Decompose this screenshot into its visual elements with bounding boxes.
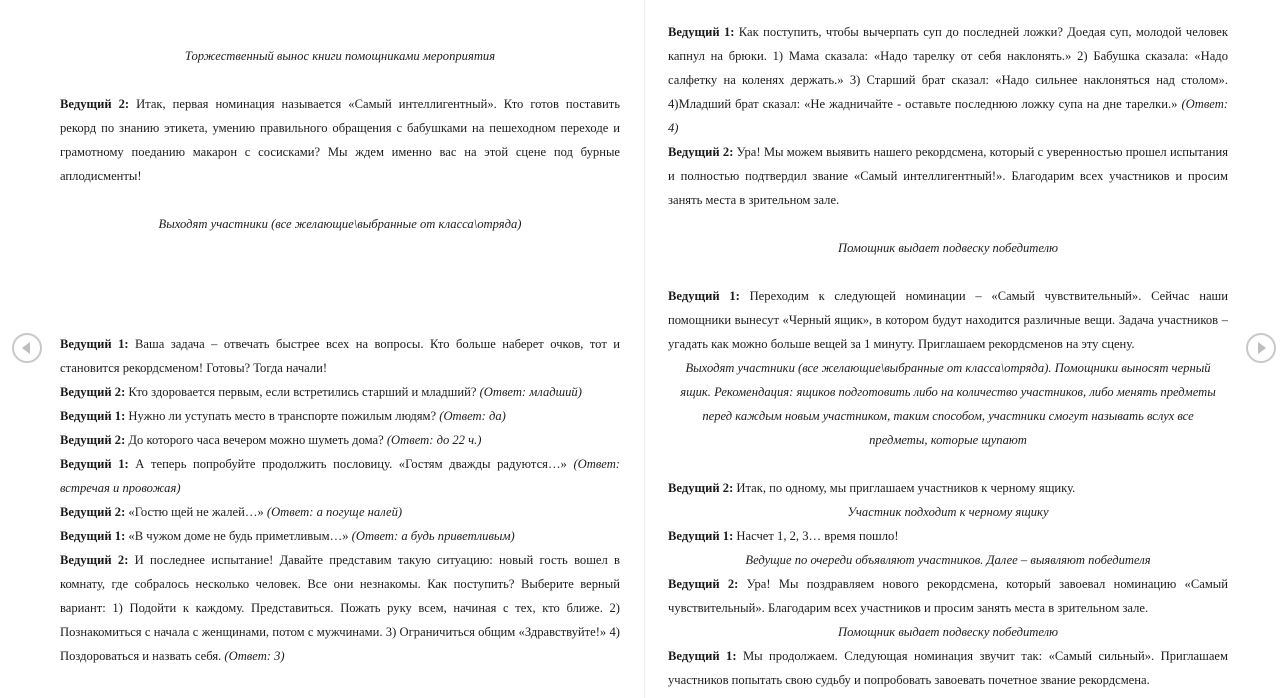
dialogue-text: Нужно ли уступать место в транспорте пожилым людям? bbox=[125, 409, 440, 423]
dialogue-paragraph bbox=[60, 500, 620, 524]
dialogue-text: А теперь попробуйте продолжить пословицу. «Гостям дважды радуются…» bbox=[128, 457, 574, 471]
dialogue-paragraph bbox=[668, 644, 1228, 692]
dialogue-text: Переходим к следующей номинации – «Самый чувствительный». Сейчас наши помощники вынесут «Черный ящик», в котором будут находится различные вещи. Задача участников – угадать как можно больше вещей за 1 минуту. Приглашаем рекордсменов на эту сцену. bbox=[668, 289, 1228, 351]
stage-direction: Помощник выдает подвеску победителю bbox=[837, 241, 1059, 255]
speaker-label: Ведущий 2: bbox=[60, 433, 126, 447]
speaker-label: Ведущий 2: bbox=[60, 505, 126, 519]
stage-direction: Участник подходит к черному ящику bbox=[847, 505, 1049, 519]
speaker-label: Ведущий 2: bbox=[668, 577, 739, 591]
dialogue-text: Итак, первая номинация называется «Самый интеллигентный». Кто готов поставить рекорд по знанию этикета, умению правильного обращения с бабушками на пешеходном переходе и грамотному поеданию макарон с сосисками? Мы ждем именно вас на этой сцене под бурные аплодисменты! bbox=[60, 97, 620, 183]
page-divider bbox=[644, 0, 645, 698]
dialogue-text: Ура! Мы можем выявить нашего рекордсмена, который с уверенностью прошел испытания и полностью подтвердил звание «Самый интеллигентный!». Благодарим всех участников и просим занять места в зрительном зале. bbox=[668, 145, 1228, 207]
speaker-label: Ведущий 1: bbox=[60, 457, 129, 471]
stage-direction: Помощник выдает подвеску победителю bbox=[837, 625, 1059, 639]
speaker-label: Ведущий 1: bbox=[668, 25, 735, 39]
dialogue-paragraph bbox=[668, 140, 1228, 212]
answer-text: (Ответ: младший) bbox=[479, 385, 582, 399]
speaker-label: Ведущий 2: bbox=[60, 97, 130, 111]
answer-text: (Ответ: да) bbox=[439, 409, 506, 423]
dialogue-text: Ура! Мы поздравляем нового рекордсмена, который завоевал номинацию «Самый чувствительный». Благодарим всех участников и просим занять места в зрительном зале. bbox=[668, 577, 1228, 615]
left-page bbox=[60, 0, 620, 698]
dialogue-paragraph bbox=[668, 284, 1228, 356]
dialogue-text: Как поступить, чтобы вычерпать суп до последней ложки? Доедая суп, молодой человек капнул на брюки. 1) Мама сказала: «Надо тарелку от себя наклонять.» 2) Бабушка сказала: «Надо салфетку на коленях держать.» 3) Старший брат сказал: «Надо сильнее наклоняться над столом». 4)Младший брат сказал: «Не жадничайте - оставьте последнюю ложку супа на дне тарелки.» bbox=[668, 25, 1228, 111]
speaker-label: Ведущий 1: bbox=[60, 409, 126, 423]
dialogue-paragraph bbox=[60, 380, 620, 404]
dialogue-text: Ваша задача – отвечать быстрее всех на вопросы. Кто больше наберет очков, тот и становится рекордсменом! Готовы? Тогда начали! bbox=[60, 337, 620, 375]
answer-text: (Ответ: а погуще налей) bbox=[266, 505, 403, 519]
stage-direction: Выходят участники (все желающие\выбранные от класса\отряда). Помощники выносят черный ящик. Рекомендация: ящиков подготовить либо на количество участников, либо менять предметы перед каждым новым участником, таким способом, участники смогут называть вслух все предметы, которые щупают bbox=[680, 361, 1216, 447]
answer-text: (Ответ: 3) bbox=[224, 649, 285, 663]
speaker-label: Ведущий 2: bbox=[668, 481, 734, 495]
stage-direction: Ведущие по очереди объявляют участников. Далее – выявляют победителя bbox=[745, 553, 1151, 567]
dialogue-text: «В чужом доме не будь приметливым…» bbox=[125, 529, 352, 543]
answer-text: (Ответ: а будь приветливым) bbox=[351, 529, 515, 543]
speaker-label: Ведущий 2: bbox=[60, 553, 129, 567]
speaker-label: Ведущий 1: bbox=[668, 289, 740, 303]
dialogue-paragraph bbox=[60, 452, 620, 500]
dialogue-text: Мы продолжаем. Следующая номинация звучит так: «Самый сильный». Приглашаем участников попытать свою судьбу и попробовать завоевать почетное звание рекордсмена. bbox=[668, 649, 1228, 687]
dialogue-paragraph bbox=[668, 524, 1228, 548]
dialogue-text: И последнее испытание! Давайте представим такую ситуацию: новый гость вошел в комнату, где собралось несколько человек. Все они незнакомы. Как поступить? Выберите верный вариант: 1) Подойти к каждому. Представиться. Пожать руку всем, начиная с тех, кто ближе. 2) Познакомиться с начала с женщинами, потом с мужчинами. 3) Ограничиться общим «Здравствуйте!» 4) Поздороваться и назвать себя. bbox=[60, 553, 620, 663]
dialogue-paragraph bbox=[60, 524, 620, 548]
answer-text: (Ответ: до 22 ч.) bbox=[386, 433, 482, 447]
answer-text: (Ответ: 4) bbox=[668, 97, 1228, 135]
dialogue-paragraph bbox=[668, 572, 1228, 620]
dialogue-text: «Гостю щей не жалей…» bbox=[125, 505, 267, 519]
speaker-label: Ведущий 1: bbox=[60, 337, 129, 351]
dialogue-text: Насчет 1, 2, 3… время пошло! bbox=[733, 529, 899, 543]
speaker-label: Ведущий 1: bbox=[668, 649, 737, 663]
dialogue-paragraph bbox=[60, 332, 620, 380]
dialogue-paragraph bbox=[668, 476, 1228, 500]
next-page-button[interactable] bbox=[1246, 333, 1276, 363]
answer-text: (Ответ: встречая и провожая) bbox=[60, 457, 620, 495]
dialogue-text: До которого часа вечером можно шуметь дома? bbox=[125, 433, 387, 447]
dialogue-text: Итак, по одному, мы приглашаем участников к черному ящику. bbox=[733, 481, 1076, 495]
stage-direction: Торжественный вынос книги помощниками мероприятия bbox=[184, 49, 496, 63]
dialogue-text: Кто здоровается первым, если встретились старший и младший? bbox=[125, 385, 480, 399]
dialogue-paragraph bbox=[60, 548, 620, 668]
chevron-left-icon bbox=[14, 335, 40, 361]
dialogue-paragraph bbox=[60, 92, 620, 188]
previous-page-button[interactable] bbox=[12, 333, 42, 363]
dialogue-paragraph bbox=[60, 428, 620, 452]
speaker-label: Ведущий 1: bbox=[668, 529, 734, 543]
speaker-label: Ведущий 2: bbox=[60, 385, 126, 399]
stage-direction: Выходят участники (все желающие\выбранные от класса\отряда) bbox=[158, 217, 522, 231]
speaker-label: Ведущий 2: bbox=[668, 145, 734, 159]
dialogue-paragraph bbox=[668, 20, 1228, 140]
dialogue-paragraph bbox=[60, 404, 620, 428]
speaker-label: Ведущий 1: bbox=[60, 529, 126, 543]
right-page bbox=[668, 0, 1228, 698]
chevron-right-icon bbox=[1248, 335, 1274, 361]
